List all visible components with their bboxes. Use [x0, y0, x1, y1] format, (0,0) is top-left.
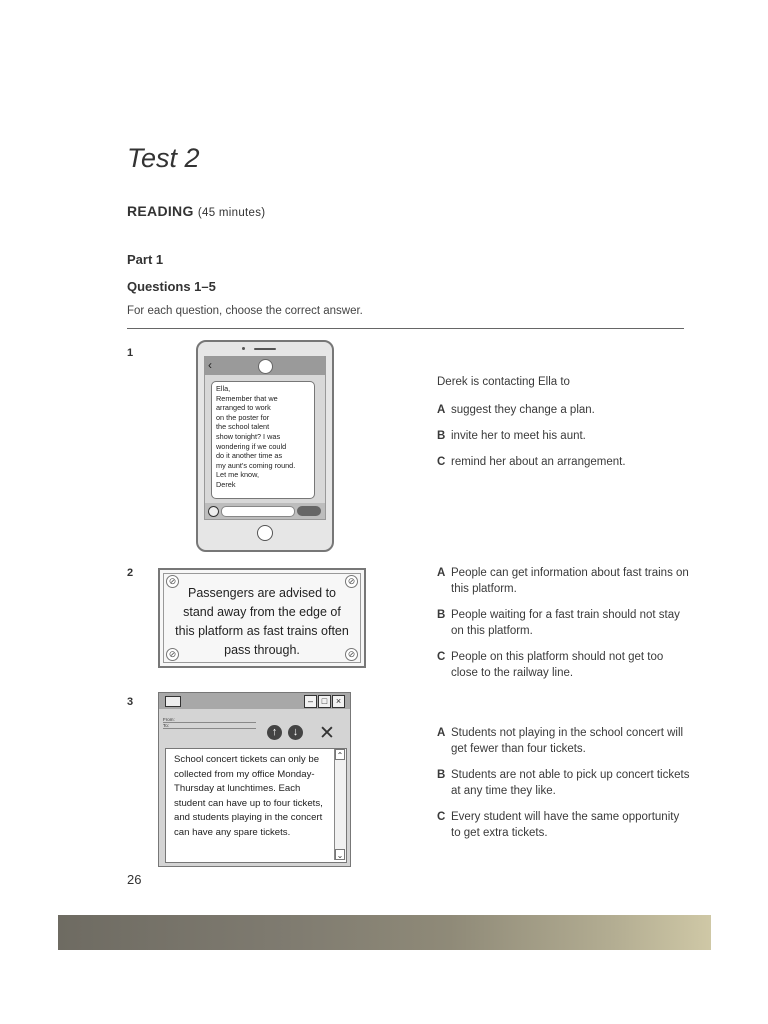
section-name: READING	[127, 203, 194, 219]
question-1-stem: Derek is contacting Ella to	[437, 376, 570, 388]
message-input	[221, 506, 295, 517]
text-message: Ella, Remember that we arranged to work on the poster for the school talent show tonight? I was wondering if we could do it another time as my aunt's coming round. Let me know, Derek	[211, 381, 315, 499]
back-arrow-icon: ‹	[208, 358, 212, 372]
phone-illustration	[196, 340, 334, 552]
delete-icon: ✕	[319, 723, 335, 744]
close-icon: ×	[332, 695, 345, 708]
option-2a[interactable]: A People can get information about fast trains on this platform.	[437, 567, 689, 595]
to-label: To:	[163, 723, 170, 728]
instruction: For each question, choose the correct answer.	[127, 305, 363, 317]
phone-input-bar	[205, 503, 325, 519]
page-number: 26	[127, 872, 142, 887]
phone-screen	[204, 356, 326, 520]
scroll-up-icon: ⌃	[336, 751, 344, 760]
sign-text: Passengers are advised to stand away from the edge of this platform as fast trains often pass through.	[175, 586, 349, 657]
phone-camera	[242, 347, 245, 350]
email-text: School concert tickets can only be collected from my office Monday-Thursday at lunchtimes. Each student can have up to four tickets, and students playing in the concert can have any spare tickets.	[174, 754, 323, 838]
section-duration: (45 minutes)	[197, 207, 266, 219]
phone-speaker	[254, 348, 276, 350]
screw-icon: ⊘	[166, 648, 179, 661]
question-range: Questions 1–5	[127, 279, 216, 294]
part-heading: Part 1	[127, 252, 164, 267]
platform-sign	[158, 568, 366, 668]
option-3a[interactable]: A Students not playing in the school concert will get fewer than four tickets.	[437, 727, 684, 755]
screw-icon: ⊘	[166, 575, 179, 588]
mail-icon	[165, 696, 181, 707]
maximize-icon: □	[318, 695, 331, 708]
screw-icon: ⊘	[345, 575, 358, 588]
option-2b[interactable]: B People waiting for a fast train should not stay on this platform.	[437, 609, 680, 637]
screw-icon: ⊘	[345, 648, 358, 661]
question-number-3: 3	[127, 696, 134, 708]
email-window	[158, 692, 351, 867]
window-titlebar	[159, 693, 350, 709]
emoji-icon	[208, 506, 219, 517]
divider	[127, 328, 684, 329]
email-header-fields	[163, 717, 256, 741]
footer-band	[58, 915, 711, 950]
question-number-1: 1	[127, 347, 134, 359]
send-button	[297, 506, 321, 516]
test-title: Test 2	[127, 143, 200, 173]
avatar-icon	[258, 359, 273, 374]
phone-topbar	[205, 357, 325, 375]
option-3b[interactable]: B Students are not able to pick up concert tickets at any time they like.	[437, 769, 690, 797]
option-1c[interactable]: C remind her about an arrangement.	[437, 456, 626, 468]
scroll-down-icon: ⌄	[336, 851, 344, 860]
from-label: From:	[163, 717, 175, 722]
option-2c[interactable]: C People on this platform should not get too close to the railway line.	[437, 651, 664, 679]
section-heading	[127, 203, 265, 219]
arrow-up-icon: ↑	[267, 725, 282, 740]
email-body	[165, 748, 347, 863]
arrow-down-icon: ↓	[288, 725, 303, 740]
option-1b[interactable]: B invite her to meet his aunt.	[437, 430, 586, 442]
scrollbar	[334, 749, 346, 860]
option-3c[interactable]: C Every student will have the same opportunity to get extra tickets.	[437, 811, 680, 839]
home-button-icon	[257, 525, 273, 541]
option-1a[interactable]: A suggest they change a plan.	[437, 404, 595, 416]
question-number-2: 2	[127, 567, 134, 579]
minimize-icon: –	[304, 695, 317, 708]
